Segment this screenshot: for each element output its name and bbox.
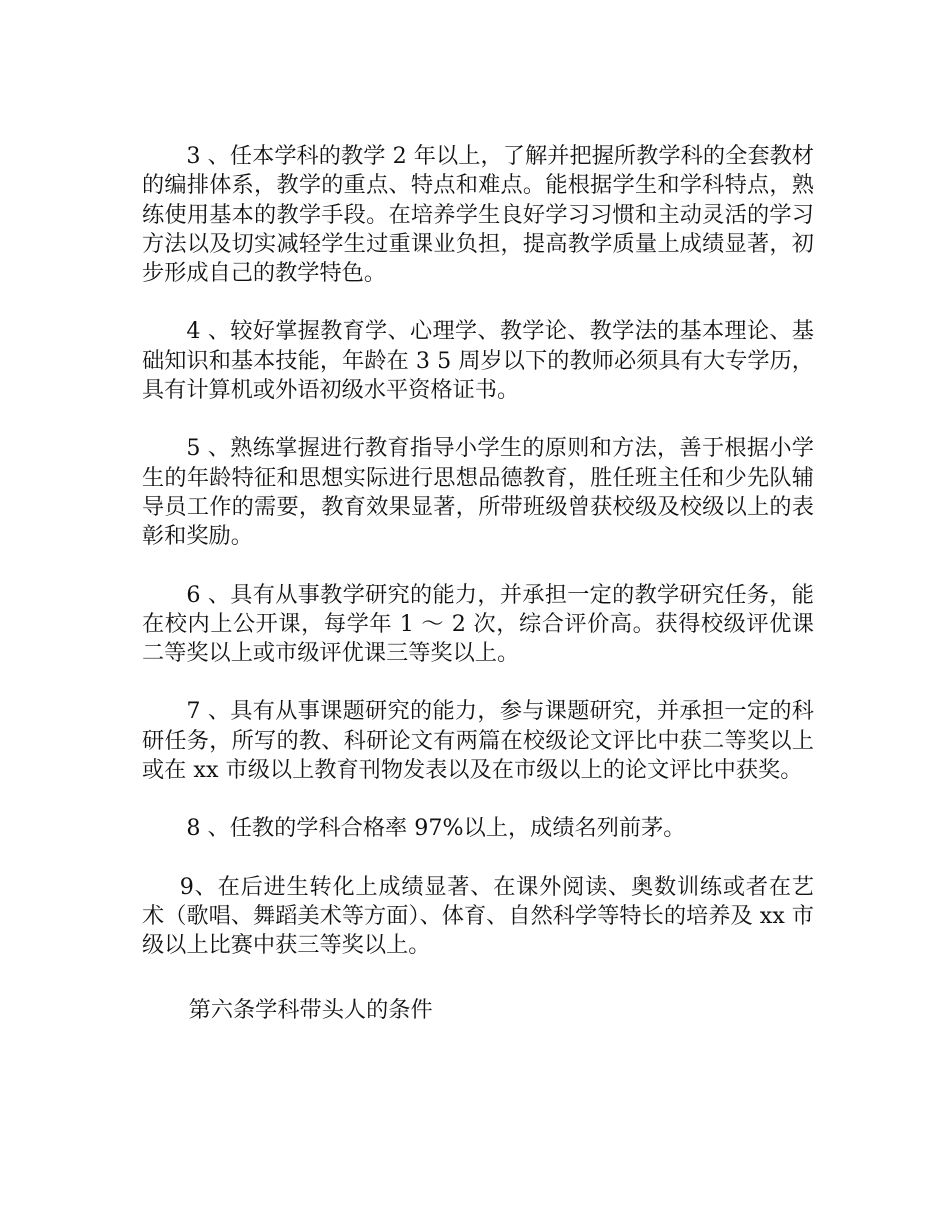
paragraph-item-3: 3 、任本学科的教学 2 年以上，了解并把握所教学科的全套教材的编排体系，教学的重点、特点和难点。能根据学生和学科特点，熟练使用基本的教学手段。在培养学生良好学习习惯和主动灵活的学习方法以及切实减轻学生过重课业负担，提高教学质量上成绩显著，初步形成自己的教学特色。 — [142, 143, 814, 287]
paragraph-item-6: 6 、具有从事教学研究的能力，并承担一定的教学研究任务，能在校内上公开课，每学年 1 ～ 2 次，综合评价高。获得校级评优课二等奖以上或市级评优课三等奖以上。 — [142, 581, 814, 667]
paragraph-item-4: 4 、较好掌握教育学、心理学、教学论、教学法的基本理论、基础知识和基本技能，年龄在 3 5 周岁以下的教师必须具有大专学历，具有计算机或外语初级水平资格证书。 — [142, 318, 814, 404]
paragraph-item-7: 7 、具有从事课题研究的能力，参与课题研究，并承担一定的科研任务，所写的教、科研论文有两篇在校级论文评比中获二等奖以上或在 xx 市级以上教育刊物发表以及在市级以上的论文评比中获奖。 — [142, 698, 814, 784]
paragraph-item-8: 8 、任教的学科合格率 97%以上，成绩名列前茅。 — [186, 815, 686, 842]
paragraph-item-9: 9、在后进生转化上成绩显著、在课外阅读、奥数训练或者在艺术（歌唱、舞蹈美术等方面）、体育、自然科学等特长的培养及 xx 市级以上比赛中获三等奖以上。 — [142, 873, 814, 959]
document-body — [142, 142, 814, 1025]
paragraph-item-5: 5 、熟练掌握进行教育指导小学生的原则和方法，善于根据小学生的年龄特征和思想实际进行思想品德教育，胜任班主任和少先队辅导员工作的需要，教育效果显著，所带班级曾获校级及校级以上的表彰和奖励。 — [142, 435, 814, 550]
section-heading-article-6: 第六条学科带头人的条件 — [188, 996, 433, 1023]
